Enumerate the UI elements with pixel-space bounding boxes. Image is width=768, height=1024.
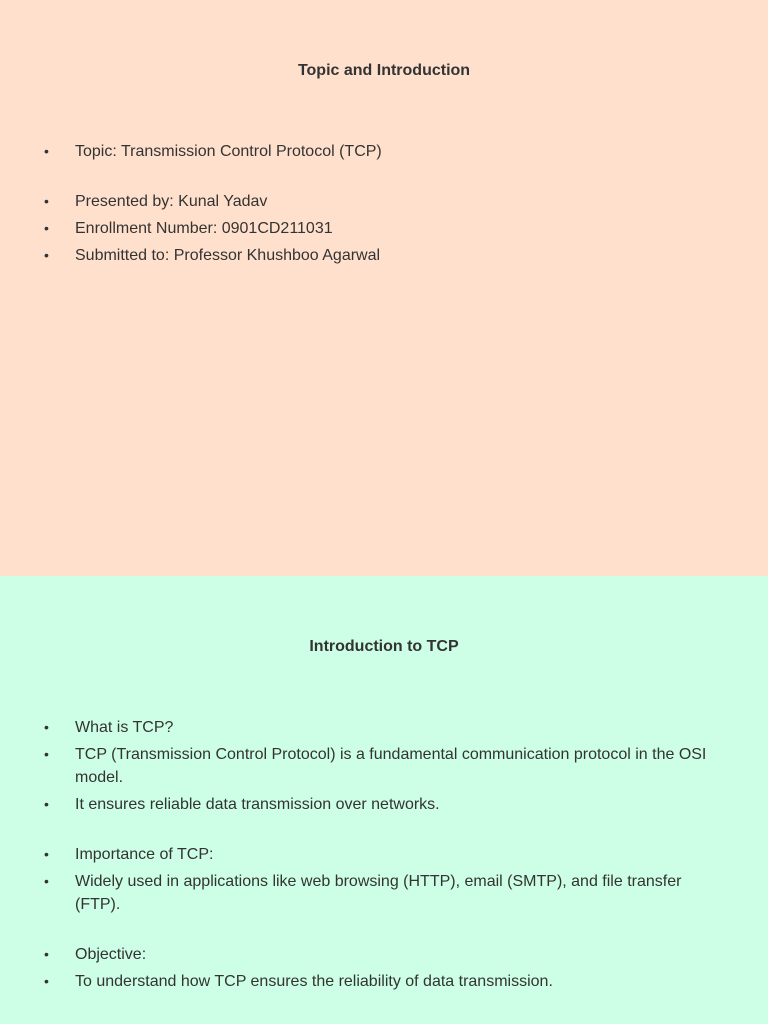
bullet-text: Topic: Transmission Control Protocol (TCP) <box>75 143 382 160</box>
slide-title: Introduction to TCP <box>309 638 459 655</box>
bullet-text: Importance of TCP: <box>75 846 214 863</box>
bullet-text: It ensures reliable data transmission over networks. <box>75 796 440 813</box>
bullet-text: What is TCP? <box>75 719 174 736</box>
bullet-icon: • <box>44 143 49 159</box>
list-item <box>44 140 714 163</box>
bullet-icon: • <box>44 746 49 762</box>
slide-introduction-to-tcp <box>0 576 768 1024</box>
bullet-icon: • <box>44 973 49 989</box>
list-item <box>44 843 714 866</box>
bullet-text: Widely used in applications like web browsing (HTTP), email (SMTP), and file transfer (FTP). <box>75 873 682 913</box>
bullet-text: Presented by: Kunal Yadav <box>75 193 268 210</box>
slide-title: Topic and Introduction <box>297 62 471 79</box>
bullet-list <box>44 716 714 997</box>
list-item <box>44 244 714 267</box>
bullet-text: Enrollment Number: 0901CD211031 <box>75 220 333 237</box>
list-item <box>44 870 714 916</box>
list-item <box>44 793 714 816</box>
bullet-list <box>44 140 714 271</box>
list-item <box>44 943 714 966</box>
bullet-text: Submitted to: Professor Khushboo Agarwal <box>75 247 381 264</box>
bullet-text: Objective: <box>75 946 147 963</box>
bullet-text: TCP (Transmission Control Protocol) is a fundamental communication protocol in the OSI model. <box>75 746 707 786</box>
bullet-icon: • <box>44 719 49 735</box>
list-item <box>44 743 714 789</box>
bullet-icon: • <box>44 193 49 209</box>
list-item <box>44 190 714 213</box>
bullet-icon: • <box>44 247 49 263</box>
list-item <box>44 970 714 993</box>
bullet-icon: • <box>44 220 49 236</box>
bullet-icon: • <box>44 796 49 812</box>
list-item <box>44 217 714 240</box>
bullet-text: To understand how TCP ensures the reliability of data transmission. <box>75 973 553 990</box>
list-item <box>44 716 714 739</box>
bullet-icon: • <box>44 846 49 862</box>
bullet-icon: • <box>44 873 49 889</box>
bullet-icon: • <box>44 946 49 962</box>
